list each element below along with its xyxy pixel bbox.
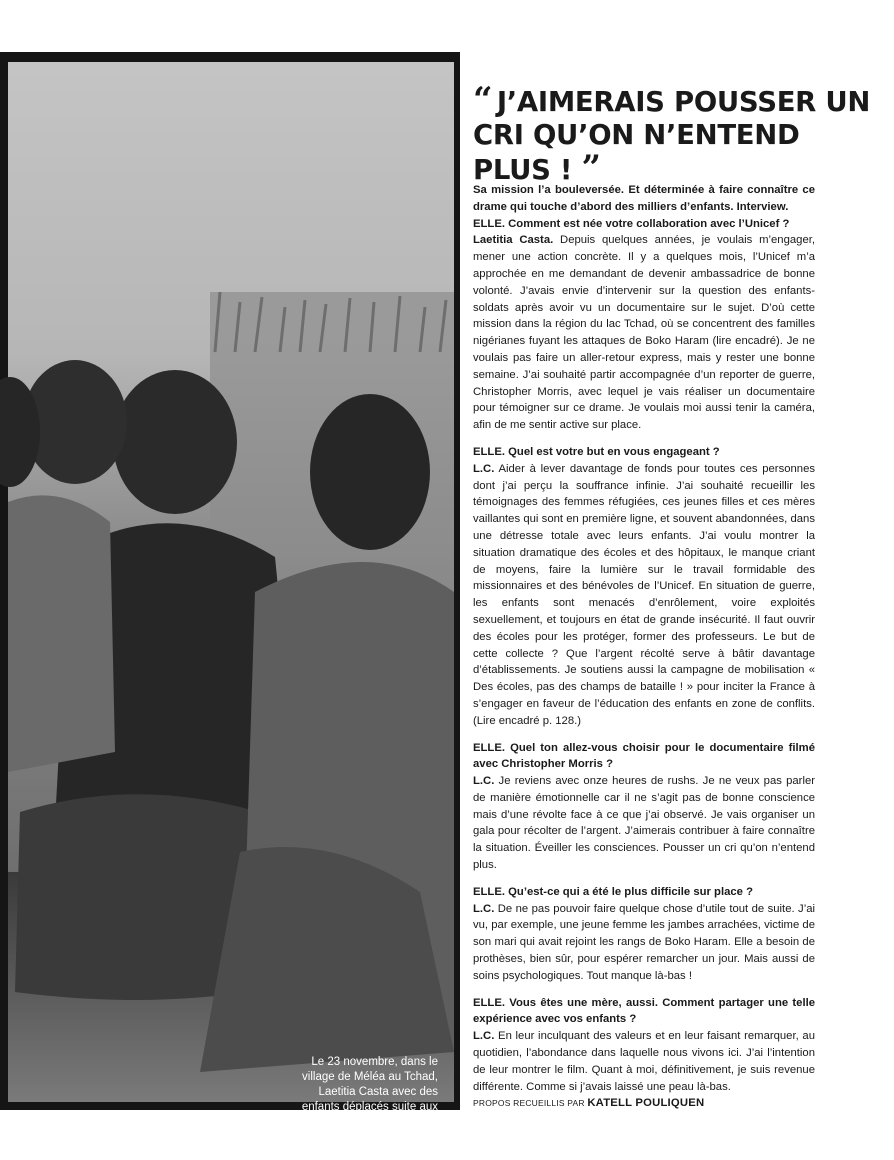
credit	[473, 1095, 815, 1112]
answer-1	[473, 232, 815, 434]
question-5: ELLE. Vous êtes une mère, aussi. Comment partager une telle expérience avec vos enfants ?	[473, 996, 815, 1026]
close-quote: ”	[581, 148, 596, 188]
speaker-5: L.C.	[473, 1030, 495, 1043]
credit-author: KATELL POULIQUEN	[587, 1097, 705, 1110]
children-photo	[0, 52, 460, 1110]
headline-text: J’AIMERAIS POUSSER UN CRI QU’ON N’ENTEND PLUS !	[473, 86, 871, 186]
speaker-2: L.C.	[473, 462, 495, 475]
speaker-1: Laetitia Casta.	[473, 234, 554, 247]
question-2: ELLE. Quel est votre but en vous engageant ?	[473, 445, 720, 458]
open-quote: “	[473, 80, 488, 120]
photo	[0, 52, 460, 1128]
question-1: ELLE. Comment est née votre collaboration avec l’Unicef ?	[473, 217, 790, 230]
article-body	[473, 182, 815, 1112]
speaker-3: L.C.	[473, 775, 495, 788]
photo-caption: Le 23 novembre, dans le village de Méléa au Tchad, Laetitia Casta avec des enfants déplacés suite aux attaques de Boko Haram.	[301, 1056, 438, 1128]
credit-label: PROPOS RECUEILLIS PAR	[473, 1098, 588, 1109]
answer-2-text: Aider à lever davantage de fonds pour toutes ces personnes dont j’ai perçu la souffrance infinie. J’ai souhaité recueillir les témoignages des femmes réfugiées, ces jeunes filles et ces mères vaillantes qui sont en première ligne, et souvent abandonnées, dans une détresse totale avec leurs enfants. J’ai voulu montrer la situation dramatique des écoles et des hôpitaux, le manque criant de moyens, faire la lumière sur le travail formidable des missionnaires et des bénévoles de l’Unicef. En situation de guerre, les enfants sont menacés d’enrôlement, voire exploités sexuellement, et toujours en état de grande insécurité. Il faut ouvrir des écoles pour les protéger, former des professeurs. Le but de cette collecte ? Que l’argent récolté serve à bâtir davantage d’établissements. Je soutiens aussi la campagne de mobilisation « Des écoles, pas des champs de bataille ! » pour inciter la France à s’engager en faveur de l’éducation des enfants en zone de conflits. (Lire encadré p. 128.)	[473, 462, 815, 727]
answer-3-text: Je reviens avec onze heures de rushs. Je ne veux pas parler de manière émotionnelle car il ne s’agit pas de bonne conscience mais d’une révolte face à ce que j’ai observé. Je vais organiser un gala pour récolter de l’argent. J’aimerais contribuer à faire connaître la situation. Éveiller les consciences. Pousser un cri qu’on n’entend plus.	[473, 775, 815, 872]
answer-4-text: De ne pas pouvoir faire quelque chose d’utile tout de suite. J’ai vu, par exemple, une jeune femme les jambes arrachées, victime de son mari qui avait rejoint les rangs de Boko Haram. Elle a besoin de prothèses, bien sûr, pour espérer remarcher un jour. Mais aussi de soins psychologiques. Tout manque là-bas !	[473, 902, 815, 982]
headline	[473, 80, 873, 188]
answer-5	[473, 1028, 815, 1095]
answer-1-text: Depuis quelques années, je voulais m’engager, mener une action concrète. Il y a quelques mois, l’Unicef m’a approchée en me demandant de devenir ambassadrice de bonne volonté. J’avais envie d’intervenir sur la question des enfants-soldats après avoir vu un documentaire sur le sujet. D’où cette mission dans la région du lac Tchad, où se concentrent des familles nigérianes fuyant les attaques de Boko Haram (lire encadré). Je ne voulais pas faire un aller-retour express, mais y rester une bonne semaine. J’ai souhaité partir accompagnée d’un reporter de guerre, Christopher Morris, avec lequel je vais réaliser un documentaire pour témoigner sur ce drame. Je voulais moi aussi tenir la caméra, afin de me sentir active sur place.	[473, 234, 815, 432]
answer-2	[473, 461, 815, 730]
answer-5-text: En leur inculquant des valeurs et en leur faisant remarquer, au quotidien, l’abondance dans laquelle nous vivons ici. J’ai l’intention de leur montrer le film. Quant à moi, définitivement, je suis revenue différente. Comme si j’avais laissé une peau là-bas.	[473, 1030, 815, 1093]
answer-4	[473, 901, 815, 985]
intro: Sa mission l’a bouleversée. Et déterminée à faire connaître ce drame qui touche d’abord des milliers d’enfants. Interview.	[473, 184, 815, 213]
question-3: ELLE. Quel ton allez-vous choisir pour le documentaire filmé avec Christopher Morris ?	[473, 741, 815, 771]
answer-3	[473, 773, 815, 874]
question-4: ELLE. Qu’est-ce qui a été le plus difficile sur place ?	[473, 885, 753, 898]
speaker-4: L.C.	[473, 902, 495, 915]
